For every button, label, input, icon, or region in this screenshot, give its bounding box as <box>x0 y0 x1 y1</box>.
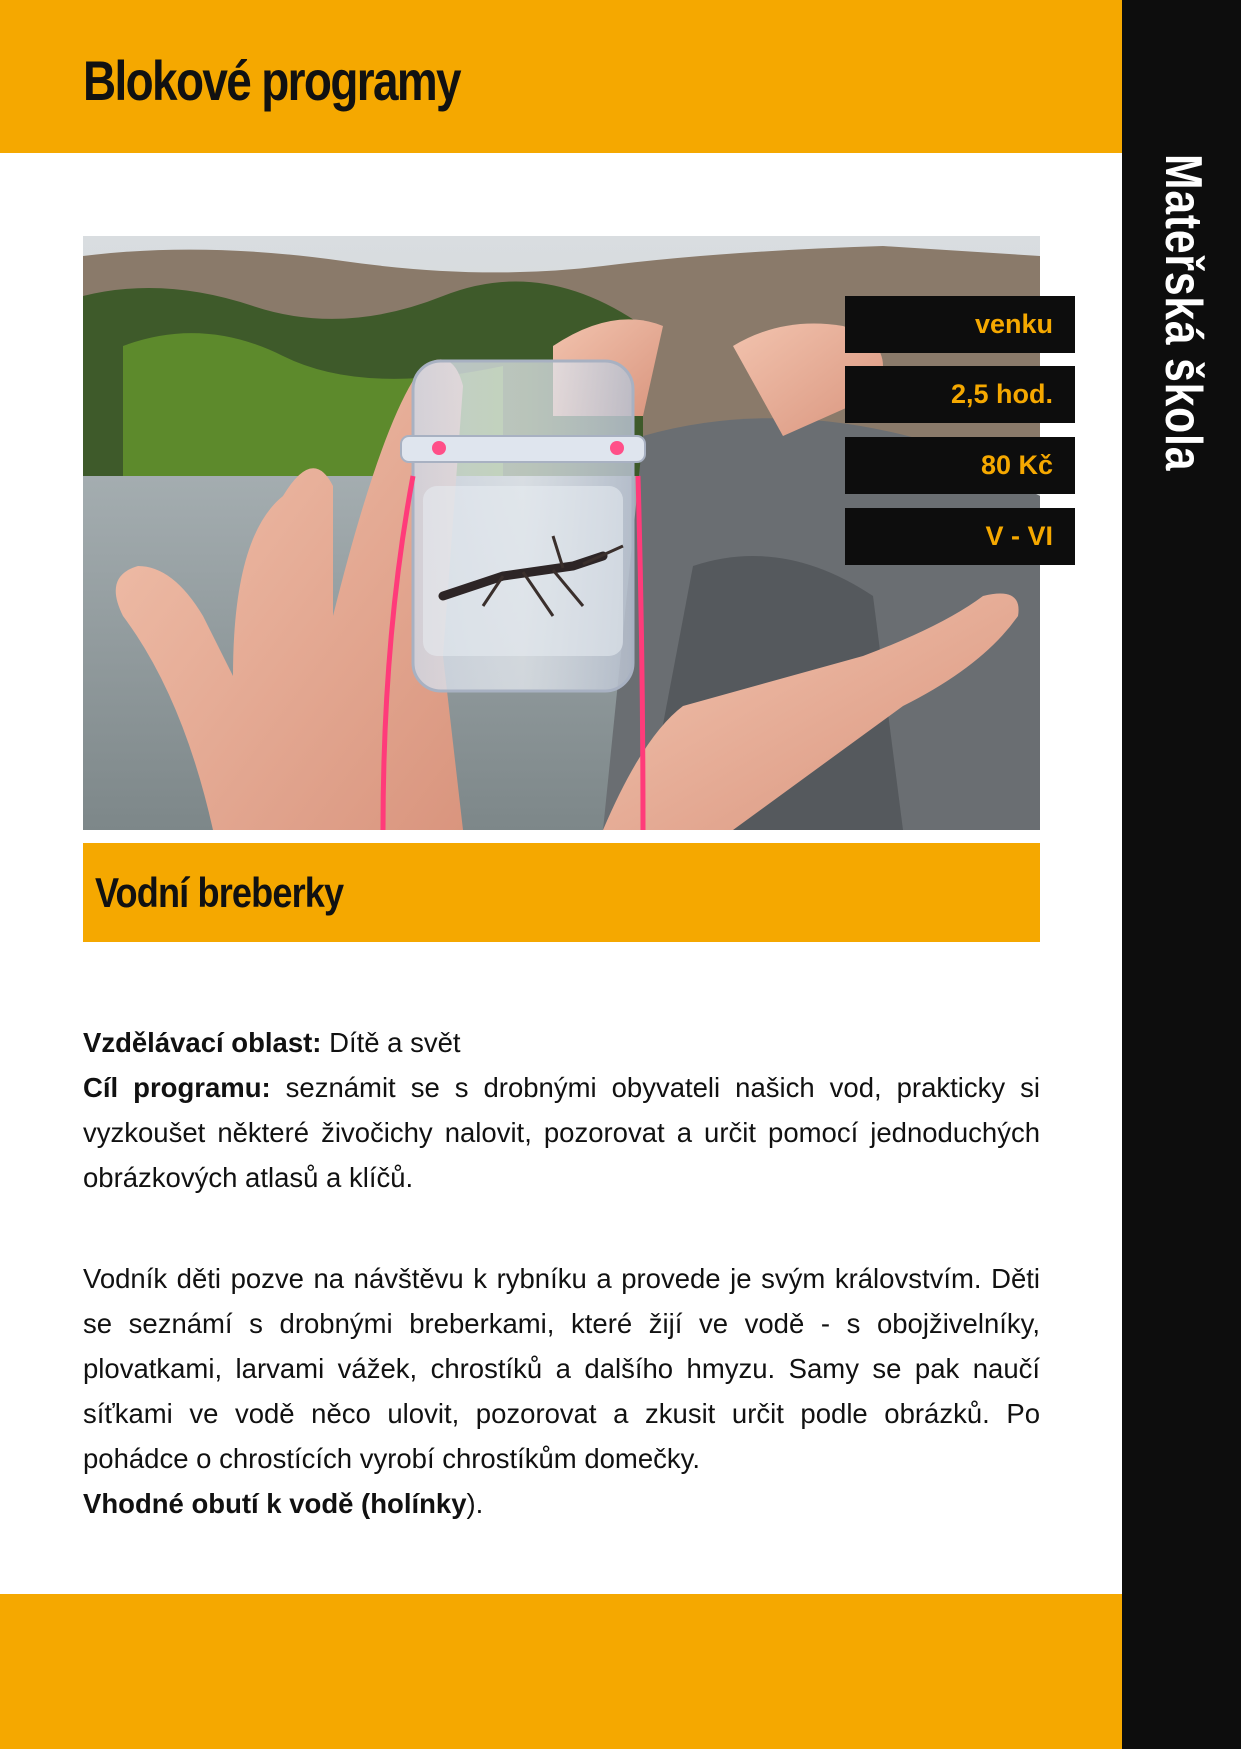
tag-age-group: V - VI <box>845 508 1075 565</box>
paragraph-gap <box>83 1200 1040 1256</box>
program-goal-label: Cíl programu: <box>83 1072 271 1103</box>
education-area <box>83 1020 1040 1065</box>
footwear-bold: Vhodné obutí k vodě (holínky <box>83 1488 467 1519</box>
tag-duration: 2,5 hod. <box>845 366 1075 423</box>
tag-location: venku <box>845 296 1075 353</box>
program-goal <box>83 1065 1040 1200</box>
footer-band <box>0 1594 1122 1749</box>
education-area-value: Dítě a svět <box>321 1027 461 1058</box>
tag-price: 80 Kč <box>845 437 1075 494</box>
footwear-note <box>83 1481 1040 1526</box>
education-area-label: Vzdělávací oblast: <box>83 1027 322 1058</box>
page-title: Blokové programy <box>83 49 460 112</box>
program-goal-value: seznámit se s drobnými obyvateli našich vod, prakticky si vyzkoušet některé živočichy nalovit, pozorovat a určit pomocí jednoduchých obrázkových atlasů a klíčů. <box>83 1072 1040 1193</box>
footwear-end: ). <box>466 1488 484 1519</box>
program-title: Vodní breberky <box>95 869 344 916</box>
side-label: Mateřská škola <box>1154 154 1212 472</box>
program-description <box>83 1020 1040 1526</box>
program-story: Vodník děti pozve na návštěvu k rybníku a provede je svým královstvím. Děti se seznámí s drobnými breberkami, které žijí ve vodě - s obojživelníky, plovatkami, larvami vážek, chrostíků a dalšího hmyzu. Samy se pak naučí síťkami ve vodě něco ulovit, pozorovat a zkusit určit podle obrázků. Po pohádce o chrostících vyrobí chrostíkům domečky. <box>83 1263 1040 1474</box>
